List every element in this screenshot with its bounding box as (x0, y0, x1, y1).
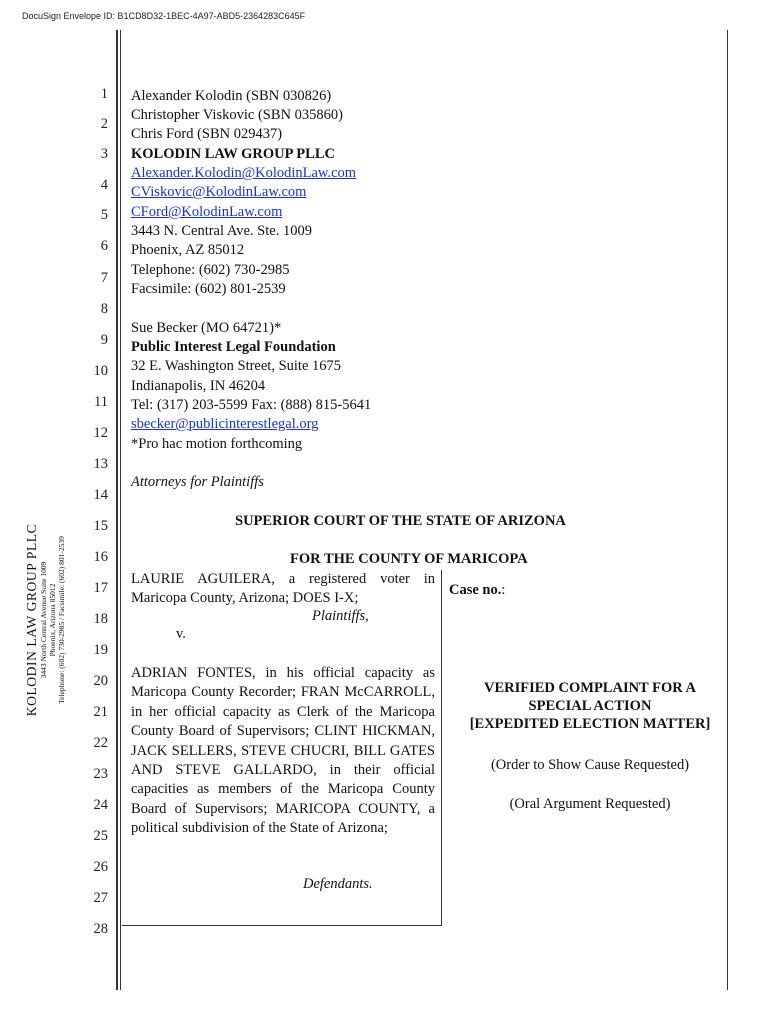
line-number: 13 (93, 456, 108, 472)
attorney-name: Alexander Kolodin (SBN 030826) (131, 88, 332, 104)
line-number: 27 (93, 890, 108, 906)
oral-argument-requested: (Oral Argument Requested) (509, 796, 671, 812)
line-number: 18 (93, 611, 108, 627)
title-line: SPECIAL ACTION (528, 698, 652, 714)
org-name: Public Interest Legal Foundation (131, 339, 336, 355)
line-number: 7 (100, 270, 108, 286)
document-title (443, 679, 737, 733)
line-number: 28 (93, 921, 108, 937)
docusign-envelope-id: DocuSign Envelope ID: B1CD8D32-1BEC-4A97-ABD5-2364283C645F (22, 11, 306, 21)
line-number: 23 (93, 766, 108, 782)
line-number: 25 (93, 828, 108, 844)
caption-divider-vertical (441, 570, 442, 926)
title-line: VERIFIED COMPLAINT FOR A (483, 680, 696, 696)
plaintiffs-label: Plaintiffs, (312, 608, 369, 624)
org-address: 32 E. Washington Street, Suite 1675 (131, 358, 342, 374)
sidebar-phone: Telephone: (602) 730-2985 / Facsimile: (602) 801-2539 (57, 536, 66, 704)
line-number: 5 (100, 207, 108, 223)
firm-sidebar (24, 490, 66, 750)
right-margin-rule (727, 30, 728, 990)
attorney-name: Chris Ford (SBN 029437) (131, 126, 283, 142)
line-number: 26 (93, 859, 108, 875)
email-link[interactable]: CFord@KolodinLaw.com (131, 204, 283, 220)
line-number: 22 (93, 735, 108, 751)
firm-city: Phoenix, AZ 85012 (131, 242, 245, 258)
osc-requested: (Order to Show Cause Requested) (490, 757, 690, 773)
email-link[interactable]: CViskovic@KolodinLaw.com (131, 184, 307, 200)
sidebar-firm-name: KOLODIN LAW GROUP PLLC (24, 523, 39, 717)
line-number: 21 (93, 704, 108, 720)
case-number (449, 582, 505, 599)
left-margin-rule-inner (120, 30, 122, 990)
case-number-label: Case no. (449, 582, 502, 598)
line-number: 12 (93, 425, 108, 441)
line-number: 3 (100, 146, 108, 162)
versus: v. (176, 626, 186, 642)
line-number: 2 (100, 116, 108, 132)
line-number: 10 (93, 363, 108, 379)
left-margin-rule-outer (116, 30, 118, 990)
caption-divider-horizontal (122, 925, 442, 926)
case-number-colon: : (501, 582, 506, 598)
defendants-block: ADRIAN FONTES, in his official capacity as Maricopa County Recorder; FRAN McCARROLL, in her official capacity as Clerk of the Maricopa County Board of Supervisors; CLINT HICKMAN, JACK SELLERS, STEVE CHUCRI, BILL GATES AND STEVE GALLARDO, in their official capacities as members of the Maricopa County Board of Supervisors; MARICOPA COUNTY, a political subdivision of the State of Arizona; (131, 665, 435, 837)
line-number: 1 (100, 86, 108, 102)
line-number: 17 (93, 580, 108, 596)
firm-address: 3443 N. Central Ave. Ste. 1009 (131, 223, 312, 239)
email-link[interactable]: sbecker@publicinterestlegal.org (131, 416, 319, 432)
attorney-name: Sue Becker (MO 64721)* (131, 320, 282, 336)
defendants-label: Defendants. (303, 876, 373, 892)
line-number: 19 (93, 642, 108, 658)
line-number: 14 (93, 487, 108, 503)
firm-facsimile: Facsimile: (602) 801-2539 (131, 281, 286, 297)
line-number: 9 (100, 332, 108, 348)
org-phone: Tel: (317) 203-5599 Fax: (888) 815-5641 (131, 397, 372, 413)
sidebar-city: Phoenix, Arizona 85012 (48, 583, 57, 657)
attorney-name: Christopher Viskovic (SBN 035860) (131, 107, 343, 123)
line-number: 4 (100, 177, 108, 193)
line-number: 20 (93, 673, 108, 689)
sidebar-address: 3443 North Central Avenue Suite 1009 (39, 561, 48, 679)
line-number: 15 (93, 518, 108, 534)
firm-telephone: Telephone: (602) 730-2985 (131, 262, 290, 278)
firm-name: KOLODIN LAW GROUP PLLC (131, 146, 335, 162)
line-number: 8 (100, 301, 108, 317)
line-number: 24 (93, 797, 108, 813)
attorneys-for: Attorneys for Plaintiffs (131, 474, 264, 490)
line-number: 6 (100, 238, 108, 254)
court-name: SUPERIOR COURT OF THE STATE OF ARIZONA (235, 513, 566, 529)
pro-hac-note: *Pro hac motion forthcoming (131, 436, 303, 452)
line-number: 11 (94, 394, 108, 410)
plaintiffs-block: LAURIE AGUILERA, a registered voter in Maricopa County, Arizona; DOES I-X; (131, 571, 435, 607)
email-link[interactable]: Alexander.Kolodin@KolodinLaw.com (131, 165, 357, 181)
line-number: 16 (93, 549, 108, 565)
org-city: Indianapolis, IN 46204 (131, 378, 266, 394)
court-county: FOR THE COUNTY OF MARICOPA (290, 551, 528, 567)
title-line: [EXPEDITED ELECTION MATTER] (469, 716, 711, 732)
